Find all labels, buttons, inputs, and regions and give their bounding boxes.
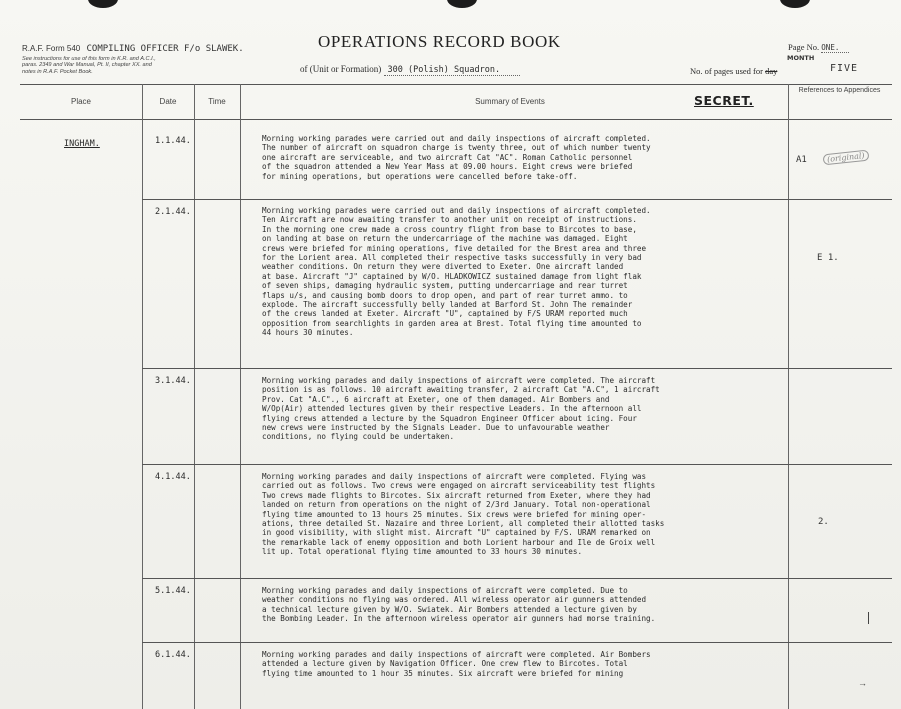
- summary-line: In the morning one crew made a cross country flight from base to Bircotes to base,: [262, 224, 637, 234]
- summary-line: Morning working parades were carried out and daily inspections of aircraft completed.: [262, 134, 651, 143]
- unit-value: 300 (Polish) Squadron.: [384, 65, 521, 76]
- summary-line: Morning working parades and daily inspections of aircraft were completed. Due to: [262, 586, 628, 595]
- compiling-officer: COMPILING OFFICER F/o SLAWEK.: [86, 44, 244, 54]
- summary-line: lit up. Total operational flying time amounted to 33 hours 30 minutes.: [262, 547, 583, 557]
- form-number-label: R.A.F. Form 540: [22, 44, 81, 53]
- column-divider: [240, 84, 241, 709]
- summary-line: Prov. Cat "A.C"., 6 aircraft at Exeter, one of them damaged. Air Bombers and: [262, 394, 610, 404]
- column-divider: [194, 84, 195, 709]
- summary-line: flying time amounted to 1 hour 35 minutes. Six aircraft were briefed for mining: [262, 668, 624, 678]
- note-line: paras. 2349 and War Manual, Pt. II, chapter XX. and: [22, 62, 152, 69]
- pages-used: [690, 66, 777, 76]
- summary-line: weather conditions no flying was ordered. All wireless operator air gunners attended: [262, 595, 647, 605]
- summary-line: W/Op(Air) attended lectures given by their respective Leaders. In the afternoon all: [262, 404, 642, 414]
- summary-line: crews were briefed for mining operations, five detailed for the Brest area and three: [262, 243, 647, 253]
- instructions-note: [22, 56, 156, 75]
- unit-label: of (Unit or Formation): [300, 64, 382, 74]
- summary-line: Ten Aircraft are now awaiting transfer to another unit on receipt of instructions.: [262, 215, 637, 225]
- summary-line: Two crews made flights to Bircotes. Six aircraft returned from Exeter, where they had: [262, 490, 651, 500]
- summary-line: weather conditions. On return they were diverted to Exeter. One aircraft landed: [262, 262, 624, 272]
- form-number: [22, 44, 244, 54]
- reference-2: 2.: [818, 517, 829, 527]
- page-number-label: Page No.: [788, 42, 820, 52]
- summary-line: of seven ships, damaging hydraulic system, putting undercarriage and rear turret: [262, 281, 628, 291]
- summary-line: position is as follows. 10 aircraft awaiting transfer, 2 aircraft Cat "A.C", 1 aircraft: [262, 385, 660, 395]
- summary-line: on landing at base on return the undercarriage of the machine was damaged. Eight: [262, 234, 628, 244]
- header-rule-top: [20, 84, 892, 85]
- header-rule-bottom: [20, 119, 892, 120]
- summary-line: Morning working parades and daily inspections of aircraft were completed. Flying was: [262, 472, 647, 481]
- entry-separator: [142, 464, 892, 465]
- punch-hole: [447, 0, 477, 8]
- entry-separator: [142, 368, 892, 369]
- column-summary: Summary of Events: [475, 97, 545, 106]
- entry-summary: [262, 586, 782, 624]
- margin-tick-mark: [868, 612, 869, 624]
- pages-used-value: FIVE: [830, 63, 859, 74]
- column-place: Place: [70, 97, 91, 106]
- entry-summary: [262, 376, 782, 442]
- summary-line: explode. The aircraft successfully belly landed at Barford St. John The remainder: [262, 300, 633, 310]
- summary-line: carried out as follows. Two crews were engaged on aircraft serviceability test flights: [262, 481, 656, 491]
- entry-date: 3.1.44.: [155, 376, 191, 386]
- pages-used-label: No. of pages used for: [690, 66, 763, 76]
- summary-line: of the crews landed at Exeter. Aircraft "U", captained by F/S URAM reported much: [262, 309, 628, 319]
- summary-line: Morning working parades and daily inspections of aircraft were completed. The aircraft: [262, 376, 656, 385]
- entry-summary: [262, 206, 782, 338]
- summary-line: for mining operations, but operations were cancelled before take-off.: [262, 171, 578, 181]
- summary-line: Morning working parades were carried out and daily inspections of aircraft completed.: [262, 206, 651, 215]
- column-time: Time: [208, 97, 226, 106]
- column-divider: [788, 84, 789, 709]
- note-line: notes in R.A.F. Pocket Book.: [22, 68, 93, 75]
- month-label: MONTH: [787, 54, 815, 62]
- summary-line: one aircraft are serviceable, and two aircraft Cat "AC". Roman Catholic personnel: [262, 152, 633, 162]
- secret-stamp: SECRET.: [694, 93, 754, 108]
- summary-line: of the squadron attended a New Year Mass at 09.00 hours. Eight crews were briefed: [262, 162, 633, 172]
- summary-line: in good visibility, with slight mist. Aircraft "U" captained by F/S. URAM remarked on: [262, 528, 651, 538]
- summary-line: attended a lecture given by Navigation Officer. One crew flew to Bircotes. Total: [262, 659, 628, 669]
- entry-date: 2.1.44.: [155, 207, 191, 217]
- note-line: See instructions for use of this form in K.R. and A.C.I.,: [22, 56, 156, 62]
- entry-summary: [262, 472, 782, 557]
- entry-summary: [262, 650, 782, 678]
- summary-line: ations, three detailed St. Nazaire and three Lorient, all completed their allotted tasks: [262, 519, 665, 529]
- entry-date: 4.1.44.: [155, 472, 191, 482]
- entry-summary: [262, 134, 782, 181]
- summary-line: landed on return from operations on the night of 2/3rd January. Total non-operational: [262, 500, 651, 510]
- column-date: Date: [159, 97, 177, 106]
- entry-date: 1.1.44.: [155, 136, 191, 146]
- entry-date: 6.1.44.: [155, 650, 191, 660]
- summary-line: new crews were instructed by the Signals Leader. Due to unfavourable weather: [262, 423, 610, 433]
- reference-a1: A1: [796, 155, 807, 165]
- punch-hole: [88, 0, 118, 8]
- summary-line: 44 hours 30 minutes.: [262, 328, 354, 338]
- summary-line: opposition from searchlights in garden area at Brest. Total flying time amounted to: [262, 318, 642, 328]
- summary-line: the Bombing Leader. In the afternoon wireless operator air gunners had morse training.: [262, 614, 656, 624]
- summary-line: conditions, no flying could be undertaken.: [262, 432, 455, 442]
- summary-line: at base. Aircraft "J" captained by W/O. HLADKOWICZ sustained damage from light flak: [262, 271, 642, 281]
- punch-hole: [780, 0, 810, 8]
- page-title: OPERATIONS RECORD BOOK: [318, 32, 561, 51]
- reference-e1: E 1.: [817, 253, 839, 263]
- unit-line: [300, 64, 520, 75]
- summary-line: flaps u/s, and causing bomb doors to drop open, and part of rear turret ammo. to: [262, 290, 628, 300]
- place-value: INGHAM.: [64, 139, 100, 149]
- summary-line: flying time amounted to 13 hours 25 minutes. Six crews were briefed for mining oper-: [262, 509, 647, 519]
- reference-handwritten-note: (original): [823, 150, 870, 166]
- column-divider: [142, 84, 143, 709]
- column-references: References to Appendices: [798, 87, 881, 94]
- summary-line: a technical lecture given by W/O. Swiatek. Air Bombers attended a lecture given by: [262, 604, 637, 614]
- entry-date: 5.1.44.: [155, 586, 191, 596]
- summary-line: The number of aircraft on squadron charge is twenty three, out of which number twenty: [262, 143, 651, 153]
- summary-line: Morning working parades and daily inspections of aircraft were completed. Air Bombers: [262, 650, 651, 659]
- summary-line: for the Lorient area. All completed their respective tasks successfully in very bad: [262, 253, 642, 263]
- entry-separator: [142, 578, 892, 579]
- entry-separator: [142, 642, 892, 643]
- summary-line: flying crews attended a lecture by the Squadron Engineer Officer about icing. Four: [262, 413, 637, 423]
- pages-used-struck: day: [765, 66, 778, 76]
- entry-separator: [142, 199, 892, 200]
- page-number: [788, 42, 849, 52]
- summary-line: the remarkable lack of enemy opposition and both Lorient harbour and Ile de Groix well: [262, 537, 656, 547]
- page-number-value: ONE.: [821, 43, 849, 53]
- margin-arrow-mark: →: [858, 678, 867, 688]
